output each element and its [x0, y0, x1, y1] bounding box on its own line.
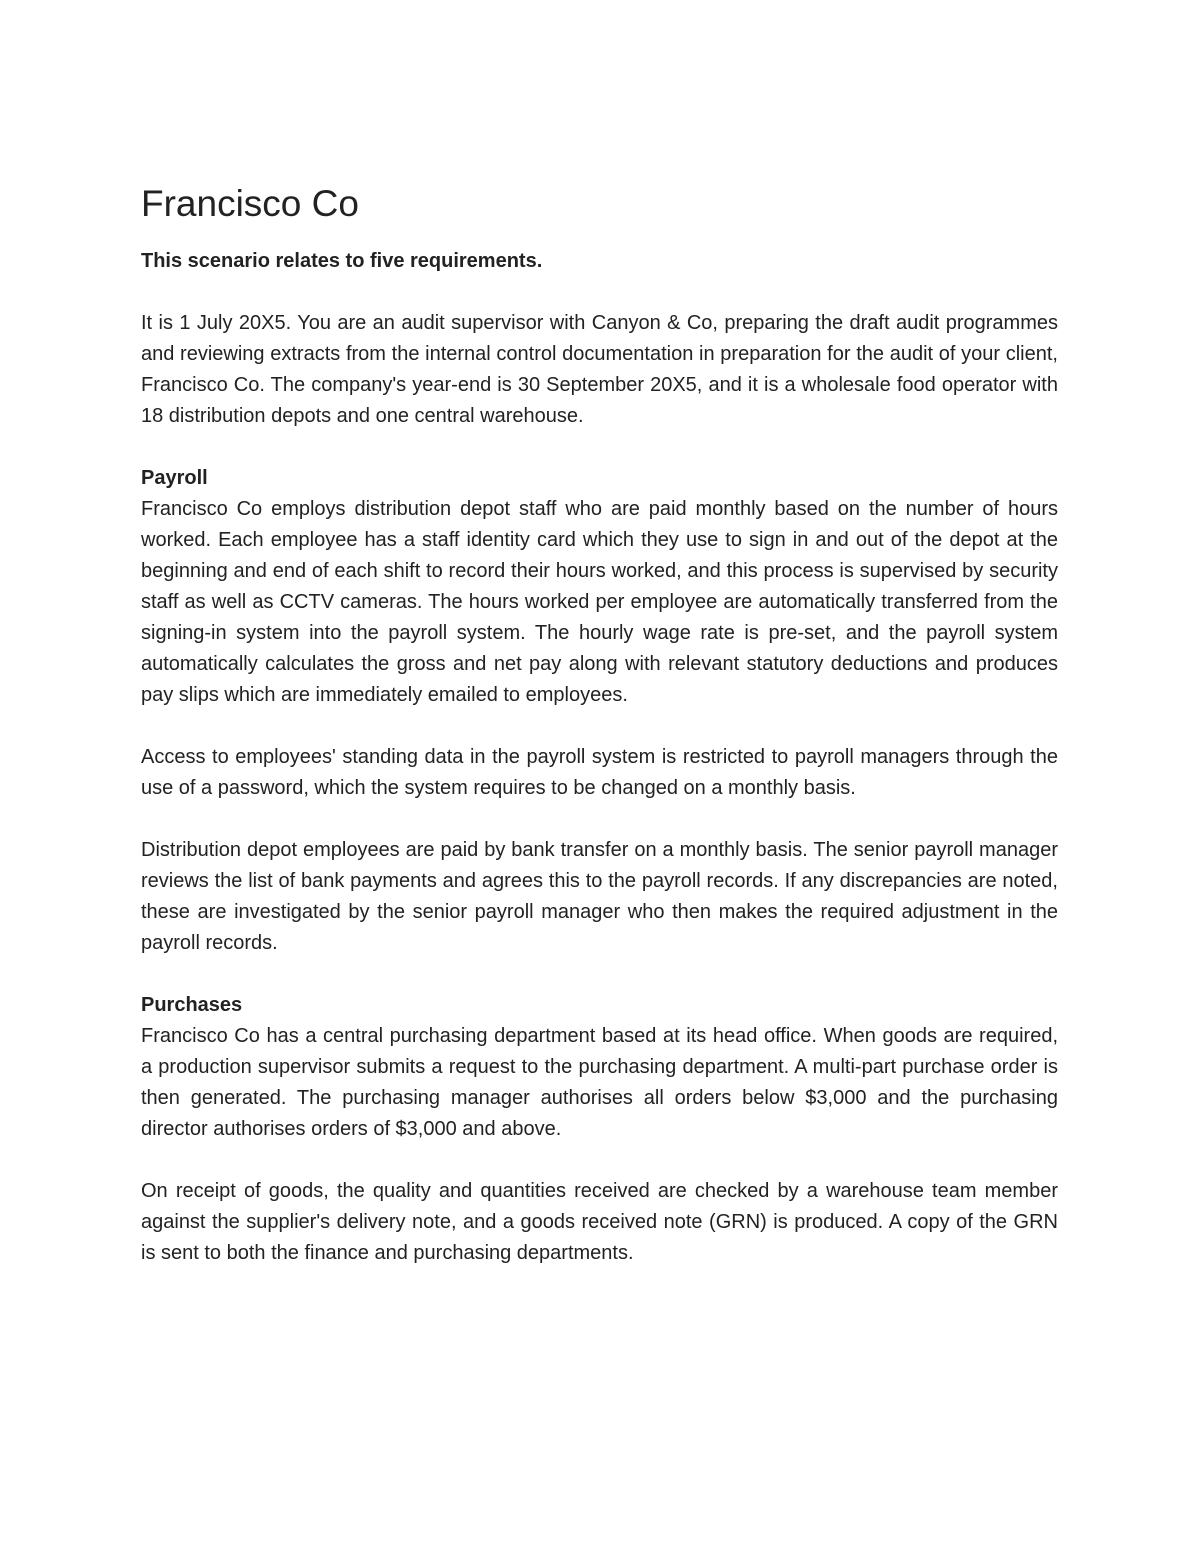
document-page: [141, 180, 1058, 1269]
purchases-paragraph-2: On receipt of goods, the quality and quantities received are checked by a warehouse team member against the supplier's delivery note, and a goods received note (GRN) is produced. A copy of the GRN is sent to both the finance and purchasing departments.: [141, 1180, 1058, 1264]
payroll-paragraph-1: Francisco Co employs distribution depot staff who are paid monthly based on the number of hours worked. Each employee has a staff identity card which they use to sign in and out of the depot at the beginning and end of each shift to record their hours worked, and this process is supervised by security staff as well as CCTV cameras. The hours worked per employee are automatically transferred from the signing-in system into the payroll system. The hourly wage rate is pre-set, and the payroll system automatically calculates the gross and net pay along with relevant statutory deductions and produces pay slips which are immediately emailed to employees.: [141, 498, 1058, 706]
section-payroll: [141, 463, 1058, 959]
section-purchases: [141, 990, 1058, 1269]
section-heading-purchases: Purchases: [141, 994, 243, 1016]
section-heading-payroll: Payroll: [141, 467, 208, 489]
payroll-paragraph-3: Distribution depot employees are paid by bank transfer on a monthly basis. The senior payroll manager reviews the list of bank payments and agrees this to the payroll records. If any discrepancies are noted, these are investigated by the senior payroll manager who then makes the required adjustment in the payroll records.: [141, 839, 1058, 954]
intro-paragraph: It is 1 July 20X5. You are an audit supervisor with Canyon & Co, preparing the draft audit programmes and reviewing extracts from the internal control documentation in preparation for the audit of your client, Francisco Co. The company's year-end is 30 September 20X5, and it is a wholesale food operator with 18 distribution depots and one central warehouse.: [141, 312, 1058, 427]
scenario-subtitle: This scenario relates to five requirements.: [141, 250, 543, 272]
payroll-paragraph-2: Access to employees' standing data in the payroll system is restricted to payroll managers through the use of a password, which the system requires to be changed on a monthly basis.: [141, 746, 1058, 799]
purchases-paragraph-1: Francisco Co has a central purchasing department based at its head office. When goods are required, a production supervisor submits a request to the purchasing department. A multi-part purchase order is then generated. The purchasing manager authorises all orders below $3,000 and the purchasing director authorises orders of $3,000 and above.: [141, 1025, 1058, 1140]
document-title: Francisco Co: [141, 183, 359, 224]
